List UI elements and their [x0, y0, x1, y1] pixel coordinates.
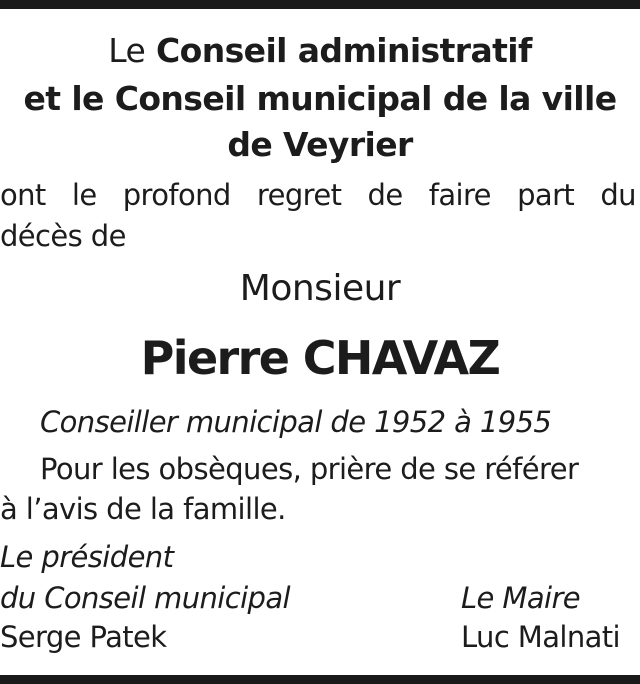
intro-line-1 — [0, 177, 636, 213]
signatory-left-title-2: du Conseil municipal — [0, 581, 290, 615]
top-border — [0, 0, 640, 9]
header-line-2: et le Conseil municipal de la ville — [23, 79, 617, 118]
signatory-right-name: Luc Malnati — [461, 620, 621, 654]
bottom-border — [0, 675, 640, 684]
intro-word: profond — [122, 178, 231, 212]
intro-word: regret — [256, 178, 342, 212]
signatory-left-name: Serge Patek — [0, 620, 167, 654]
header-council-admin: Conseil administratif — [156, 31, 532, 70]
header-prefix: Le — [108, 31, 146, 70]
honorific: Monsieur — [239, 268, 401, 309]
intro-line-2: décès de — [0, 219, 126, 253]
deceased-role: Conseiller municipal de 1952 à 1955 — [40, 405, 552, 439]
intro-word: le — [71, 178, 97, 212]
signatory-left-title-1: Le président — [0, 540, 174, 574]
intro-word: ont — [0, 178, 46, 212]
intro-word: de — [367, 178, 403, 212]
funeral-line-2: à l’avis de la famille. — [0, 492, 286, 526]
deceased-name: Pierre CHAVAZ — [140, 331, 500, 385]
intro-word: part — [517, 178, 575, 212]
signatory-right-title: Le Maire — [461, 581, 581, 615]
header-line-1 — [0, 31, 640, 71]
intro-word: faire — [428, 178, 491, 212]
intro-word: du — [600, 178, 636, 212]
funeral-line-1: Pour les obsèques, prière de se référer — [40, 452, 579, 486]
header-line-3: de Veyrier — [227, 125, 413, 164]
